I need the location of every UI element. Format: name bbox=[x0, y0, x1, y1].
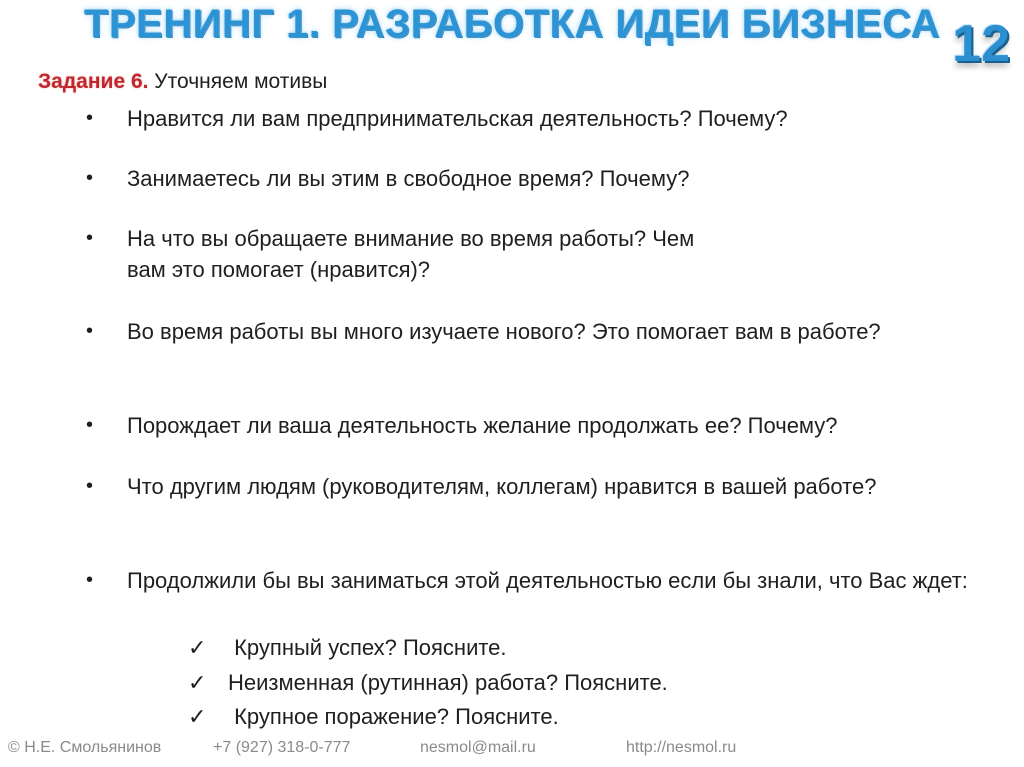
list-item-text: Нравится ли вам предпринимательская деятельность? Почему? bbox=[127, 106, 788, 131]
sub-item-text: Неизменная (рутинная) работа? Поясните. bbox=[228, 670, 668, 695]
list-item bbox=[86, 316, 966, 347]
list-item-text: На что вы обращаете внимание во время работы? Чем вам это помогает (нравится)? bbox=[127, 226, 695, 282]
checkmark-icon: ✓ bbox=[188, 670, 207, 695]
bullet-icon: • bbox=[86, 414, 94, 436]
checkmark-icon: ✓ bbox=[188, 704, 207, 729]
sub-item-text: Крупный успех? Поясните. bbox=[228, 635, 507, 660]
list-item bbox=[86, 103, 966, 134]
list-item bbox=[86, 163, 966, 194]
sub-list-item bbox=[188, 702, 559, 732]
bullet-icon: • bbox=[86, 107, 94, 129]
sub-list-item bbox=[188, 633, 507, 663]
footer-email[interactable]: nesmol@mail.ru bbox=[420, 739, 536, 756]
list-item-text: Порождает ли ваша деятельность желание продолжать ее? Почему? bbox=[127, 413, 838, 438]
list-item bbox=[86, 410, 966, 441]
slide-number: 12 bbox=[952, 15, 1010, 73]
list-item-text: Занимаетесь ли вы этим в свободное время? Почему? bbox=[127, 166, 690, 191]
list-item bbox=[86, 471, 966, 502]
bullet-icon: • bbox=[86, 569, 94, 591]
slide-title: ТРЕНИНГ 1. РАЗРАБОТКА ИДЕИ БИЗНЕСА bbox=[83, 2, 941, 46]
list-item bbox=[86, 565, 966, 596]
sub-item-text: Крупное поражение? Поясните. bbox=[228, 704, 559, 729]
bullet-icon: • bbox=[86, 167, 94, 189]
list-item-text: Продолжили бы вы заниматься этой деятельностью если бы знали, что Вас ждет: bbox=[127, 568, 968, 593]
task-text: Уточняем мотивы bbox=[148, 70, 328, 93]
task-heading bbox=[38, 70, 327, 94]
footer-url[interactable]: http://nesmol.ru bbox=[626, 739, 737, 756]
bullet-icon: • bbox=[86, 475, 94, 497]
list-item-text: Что другим людям (руководителям, коллегам) нравится в вашей работе? bbox=[127, 474, 877, 499]
checkmark-icon: ✓ bbox=[188, 635, 207, 660]
task-label: Задание 6. bbox=[38, 70, 149, 93]
footer-phone: +7 (927) 318-0-777 bbox=[213, 739, 351, 756]
bullet-icon: • bbox=[86, 320, 94, 342]
list-item bbox=[86, 223, 966, 285]
sub-list-item bbox=[188, 668, 668, 698]
list-item-text: Во время работы вы много изучаете нового? Это помогает вам в работе? bbox=[127, 319, 881, 344]
footer-author: © Н.Е. Смольянинов bbox=[8, 739, 162, 756]
bullet-icon: • bbox=[86, 227, 94, 249]
